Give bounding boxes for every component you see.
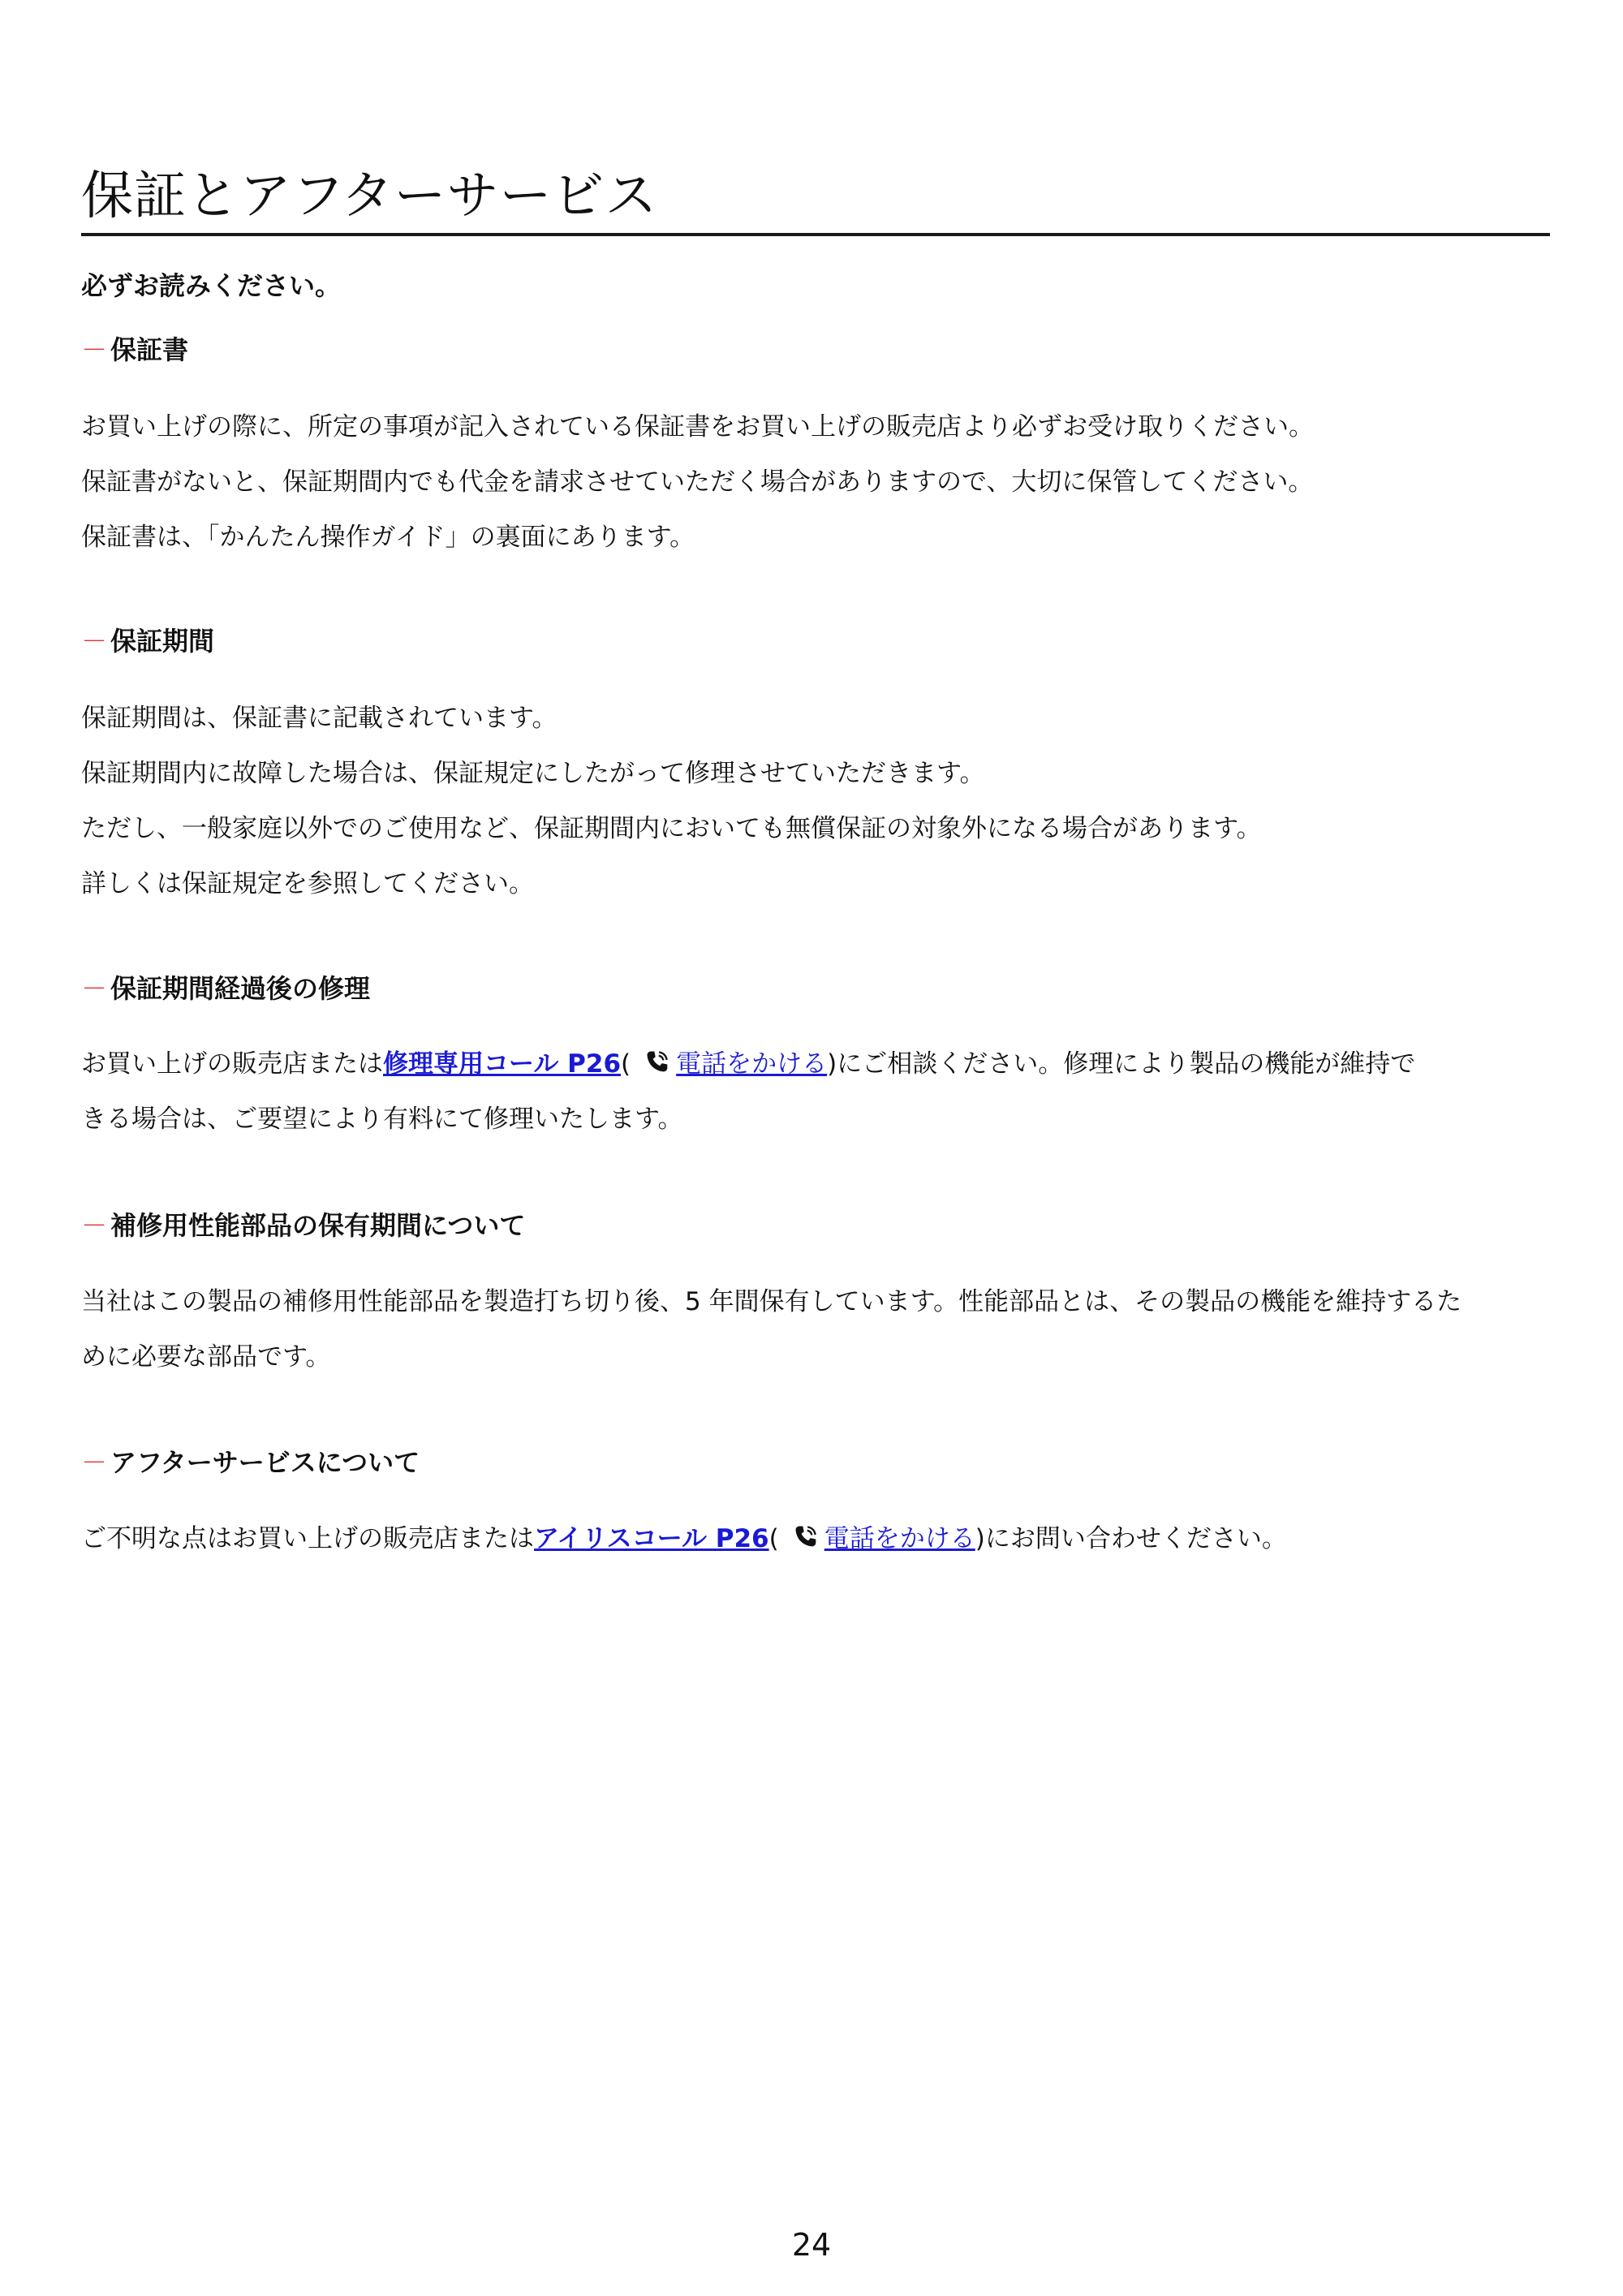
section-body-post-warranty-repair (81, 1036, 1550, 1147)
body-line: 保証期間は、保証書に記載されています。 (81, 704, 558, 733)
phone-icon (644, 1049, 671, 1076)
body-line: きる場合は、ご要望により有料にて修理いたします。 (81, 1105, 683, 1134)
body-line: お買い上げの際に、所定の事項が記入されている保証書をお買い上げの販売店より必ずお受け取りください。 (81, 412, 1314, 442)
body-text: )にお問い合わせください。 (975, 1524, 1287, 1553)
section-body-after-service (81, 1511, 1550, 1566)
body-line (81, 1511, 1550, 1566)
paren-open: ( (768, 1524, 779, 1553)
section-heading-warranty-card (81, 334, 188, 366)
body-text: お買い上げの販売店または (81, 1049, 383, 1079)
call-phone-link[interactable]: 電話をかける (676, 1049, 828, 1079)
section-heading-post-warranty-repair (81, 972, 370, 1005)
body-line: 当社はこの製品の補修用性能部品を製造打ち切り後、5 年間保有しています。性能部品とは、その製品の機能を維持するた (81, 1287, 1462, 1316)
heading-dash: － (81, 973, 108, 1004)
section-heading-parts-retention (81, 1209, 525, 1242)
body-line: 保証書は、「かんたん操作ガイド」の裏面にあります。 (81, 523, 695, 552)
body-text: )にご相談ください。修理により製品の機能が維持で (827, 1049, 1416, 1079)
title-underline (81, 233, 1550, 236)
body-line: めに必要な部品です。 (81, 1342, 331, 1372)
heading-dash: － (81, 1210, 108, 1241)
section-heading-warranty-period (81, 625, 214, 657)
body-line: ただし、一般家庭以外でのご使用など、保証期間内においても無償保証の対象外になる場合があります。 (81, 814, 1262, 843)
iris-call-link[interactable]: アイリスコール P26 (534, 1524, 769, 1553)
body-line: 保証期間内に故障した場合は、保証規定にしたがって修理させていただきます。 (81, 759, 985, 788)
section-heading-after-service (81, 1446, 420, 1479)
heading-label: アフターサービスについて (110, 1447, 420, 1478)
heading-label: 保証期間経過後の修理 (110, 973, 371, 1004)
body-text: ご不明な点はお買い上げの販売店または (81, 1524, 534, 1553)
page-title: 保証とアフターサービス (81, 166, 658, 226)
body-line (81, 1036, 1550, 1092)
page-number: 24 (791, 2227, 832, 2263)
heading-label: 保証期間 (110, 626, 215, 657)
phone-icon (792, 1523, 820, 1551)
body-line: 保証書がないと、保証期間内でも代金を請求させていただく場合がありますので、大切に保管してください。 (81, 467, 1314, 497)
heading-dash: － (81, 626, 108, 657)
section-body-warranty-period (81, 691, 1550, 911)
body-line: 詳しくは保証規定を参照してください。 (81, 869, 534, 898)
heading-dash: － (81, 334, 108, 365)
heading-label: 補修用性能部品の保有期間について (110, 1210, 526, 1241)
repair-call-link[interactable]: 修理専用コール P26 (383, 1049, 622, 1079)
call-phone-link[interactable]: 電話をかける (824, 1524, 975, 1553)
heading-label: 保証書 (110, 334, 189, 365)
intro-notice: 必ずお読みください。 (81, 270, 342, 301)
section-body-parts-retention (81, 1274, 1550, 1385)
paren-open: ( (621, 1049, 631, 1079)
section-body-warranty-card (81, 399, 1550, 565)
heading-dash: － (81, 1447, 108, 1478)
